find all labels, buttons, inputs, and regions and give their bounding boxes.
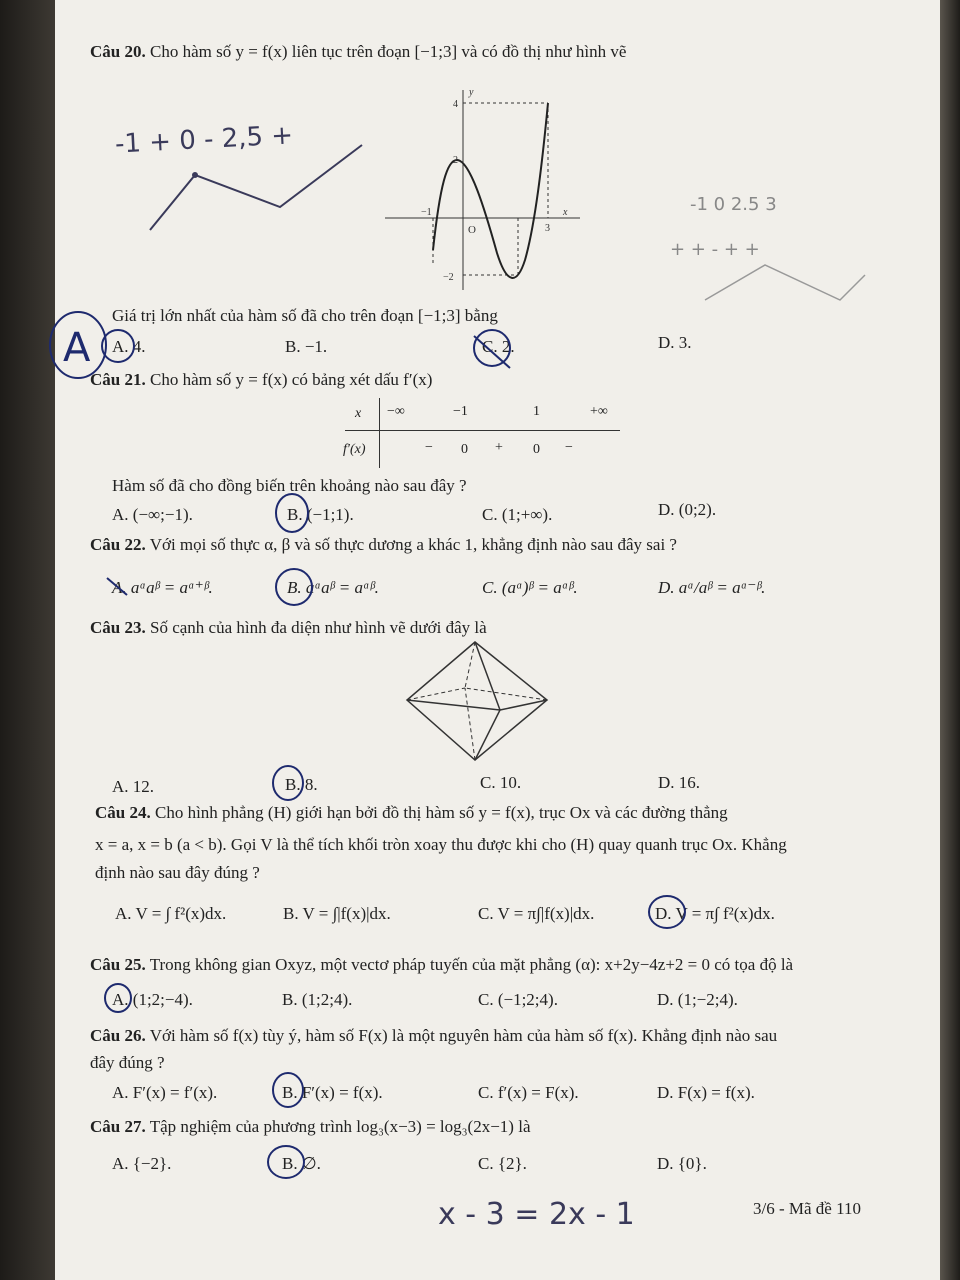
q26-option-b[interactable]: B. F′(x) = f(x). [282,1083,383,1102]
q21-sign-table [335,398,625,468]
q24-option-b[interactable]: B. V = ∫|f(x)|dx. [283,904,391,923]
q22-option-b[interactable]: B. aᵅaᵝ = aᵅᵝ. [287,578,379,597]
q26-text1: Với hàm số f(x) tùy ý, hàm số F(x) là một nguyên hàm của hàm số f(x). Khẳng định nào sau [149,1026,778,1045]
table-x-val-3: 1 [533,404,540,419]
graph-tick-4: 4 [453,99,458,110]
q22-label: Câu 22. [90,535,146,554]
graph-tick-3: 3 [545,223,550,234]
q27-label: Câu 27. [90,1117,146,1136]
table-sign-4: 0 [533,442,540,457]
q21-text: Cho hàm số y = f(x) có bảng xét dấu f′(x) [149,370,433,389]
q23-option-c[interactable]: C. 10. [480,773,522,792]
q25-line [90,955,793,975]
hand-right-signs2: + + - + + [670,239,760,260]
graph-y-label: y [469,87,474,98]
q22-option-a[interactable]: A. aᵅaᵝ = aᵅ⁺ᵝ. [112,578,213,597]
q20-label: Câu 20. [90,42,146,61]
background-right [940,0,960,1280]
q24-option-d[interactable]: D. V = π∫ f²(x)dx. [655,904,775,923]
q21-option-b-circle [272,490,312,535]
q20-option-a-circle [100,326,140,366]
q27-option-b[interactable]: B. ∅. [282,1154,321,1173]
q20-option-d[interactable]: D. 3. [658,333,692,352]
q26-option-a[interactable]: A. F′(x) = f′(x). [112,1083,218,1102]
q25-option-c[interactable]: C. (−1;2;4). [478,990,558,1009]
q23-option-a[interactable]: A. 12. [112,777,155,796]
q23-octahedron [405,640,550,765]
hand-bottom-equation: x - 3 = 2x - 1 [438,1197,635,1232]
hand-left-sketch [140,135,370,235]
q27-line [90,1117,531,1137]
q24-option-a[interactable]: A. V = ∫ f²(x)dx. [115,904,227,923]
q21-line [90,370,432,390]
q25-option-b[interactable]: B. (1;2;4). [282,990,353,1009]
graph-tick-2: 2 [453,155,458,166]
q24-text2: x = a, x = b (a < b). Gọi V là thể tích khối tròn xoay thu được khi cho (H) quay quanh trục Ox. Khẳng [95,835,787,854]
q24-line1 [95,803,728,823]
table-sign-2: 0 [461,442,468,457]
table-sign-5: − [565,440,573,455]
table-x-val-4: +∞ [590,404,608,419]
q21-option-a[interactable]: A. (−∞;−1). [112,505,193,524]
hand-right-signs: -1 0 2.5 3 [690,194,777,215]
table-sign-1: − [425,440,433,455]
q25-option-a-circle [102,980,137,1015]
q23-text: Số cạnh của hình đa diện như hình vẽ dưới đây là [149,618,487,637]
q24-text1: Cho hình phẳng (H) giới hạn bởi đồ thị hàm số y = f(x), trục Ox và các đường thẳng [154,803,728,822]
q26-text2: đây đúng ? [90,1053,165,1072]
q21-option-c[interactable]: C. (1;+∞). [482,505,553,524]
q21-option-b[interactable]: B. (−1;1). [287,505,354,524]
q20-line [90,42,626,62]
q20-option-b[interactable]: B. −1. [285,337,328,356]
q20-option-a[interactable]: A. 4. [112,337,146,356]
q22-option-c[interactable]: C. (aᵅ)ᵝ = aᵅᵝ. [482,578,578,597]
q25-label: Câu 25. [90,955,146,974]
q23-line [90,618,487,638]
q27-option-a[interactable]: A. {−2}. [112,1154,172,1173]
q20-option-c-circle [470,326,520,376]
q22-option-a-strike [105,575,135,600]
q22-text: Với mọi số thực α, β và số thực dương a khác 1, khẳng định nào sau đây sai ? [149,535,677,554]
q20-graph [385,85,585,295]
q27-option-b-circle [264,1142,309,1182]
q26-line1 [90,1026,777,1046]
hand-left-signs: -1 + 0 - 2,5 + [114,120,294,160]
page-footer: 3/6 - Mã đề 110 [753,1199,861,1218]
q21-option-d[interactable]: D. (0;2). [658,500,717,519]
q25-option-a[interactable]: A. (1;2;−4). [112,990,193,1009]
background-left [0,0,55,1280]
table-x-val-2: −1 [453,404,468,419]
q25-text: Trong không gian Oxyz, một vectơ pháp tuyến của mặt phẳng (α): x+2y−4z+2 = 0 có tọa độ là [149,955,794,974]
q23-option-d[interactable]: D. 16. [658,773,701,792]
q22-option-b-circle [272,565,317,610]
q20-text: Cho hàm số y = f(x) liên tục trên đoạn [−1;3] và có đồ thị như hình vẽ [149,42,627,61]
graph-x-label: x [563,207,568,218]
q27-text: Tập nghiệm của phương trình log₃(x−3) = log₃(2x−1) là [149,1117,531,1136]
q24-label: Câu 24. [95,803,151,822]
q22-line [90,535,677,555]
q21-label: Câu 21. [90,370,146,389]
q24-option-d-circle [645,892,690,932]
q25-option-d[interactable]: D. (1;−2;4). [657,990,738,1009]
answer-mark-letter: A [63,325,91,371]
table-f-head: f′(x) [343,442,366,457]
table-x-val-1: −∞ [387,404,405,419]
graph-tick-neg2: −2 [443,272,454,283]
q26-option-b-circle [268,1070,308,1110]
q20-sub: Giá trị lớn nhất của hàm số đã cho trên đoạn [−1;3] bằng [112,306,498,325]
graph-tick-neg1: −1 [421,207,432,218]
q26-option-d[interactable]: D. F(x) = f(x). [657,1083,755,1102]
q24-text3: định nào sau đây đúng ? [95,863,260,882]
q20-option-c[interactable]: C. 2. [482,337,515,356]
q23-option-b-circle [270,763,310,803]
table-x-head: x [355,406,362,421]
q21-sub: Hàm số đã cho đồng biến trên khoảng nào sau đây ? [112,476,467,495]
q24-option-c[interactable]: C. V = π∫|f(x)|dx. [478,904,595,923]
graph-origin: O [468,224,476,236]
q23-label: Câu 23. [90,618,146,637]
hand-right-sketch [700,255,870,315]
q27-option-c[interactable]: C. {2}. [478,1154,527,1173]
q23-option-b[interactable]: B. 8. [285,775,318,794]
table-sign-3: + [495,440,503,455]
q26-label: Câu 26. [90,1026,146,1045]
q27-option-d[interactable]: D. {0}. [657,1154,707,1173]
q22-option-d[interactable]: D. aᵅ/aᵝ = aᵅ⁻ᵝ. [658,578,766,597]
q26-option-c[interactable]: C. f′(x) = F(x). [478,1083,579,1102]
